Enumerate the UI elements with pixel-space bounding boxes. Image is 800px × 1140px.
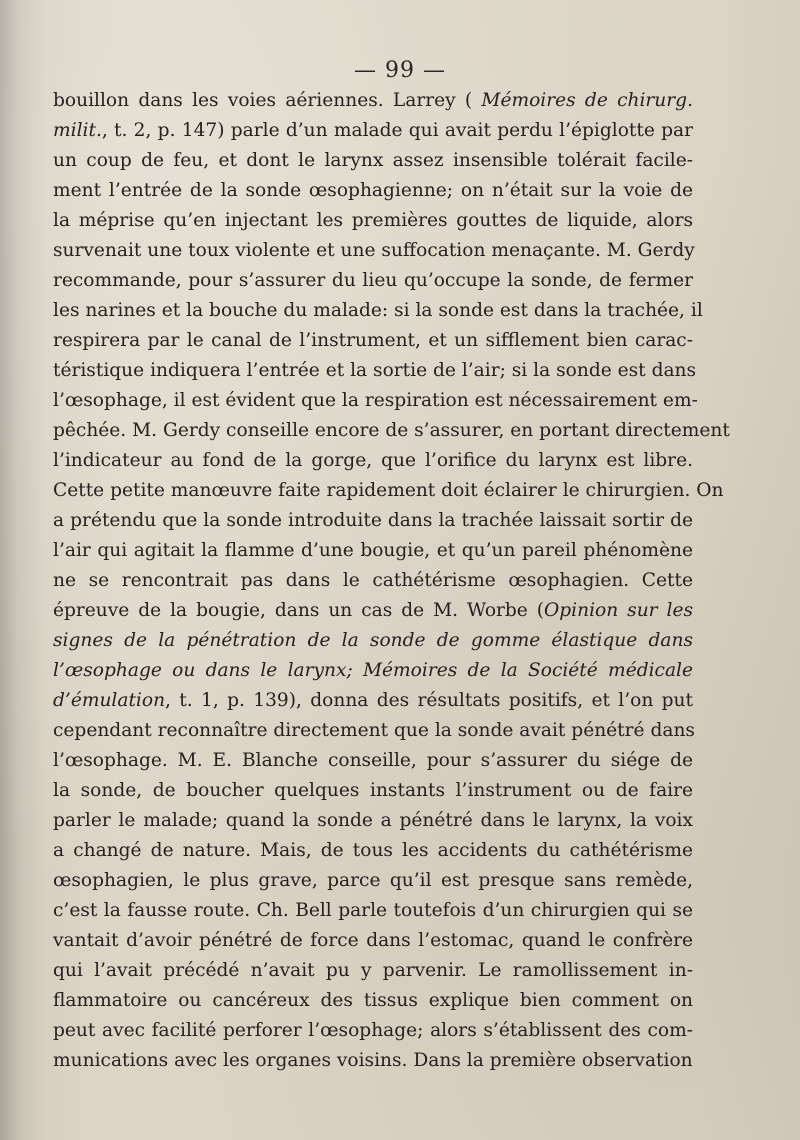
text-segment: munications avec les organes voisins. Dans la première observation (53, 1050, 693, 1071)
text-line (53, 236, 693, 266)
text-line (53, 536, 693, 566)
text-line (53, 686, 693, 716)
text-line (53, 1016, 693, 1046)
text-segment: c’est la fausse route. Ch. Bell parle toutefois d’un chirurgien qui se (53, 900, 693, 921)
italic-text: Mémoires de chirurg. (481, 90, 693, 111)
text-line (53, 176, 693, 206)
text-segment: qui l’avait précédé n’avait pu y parvenir. Le ramollissement in- (53, 960, 693, 981)
text-segment: recommande, pour s’assurer du lieu qu’occupe la sonde, de fermer (53, 270, 693, 291)
text-segment: la méprise qu’en injectant les premières gouttes de liquide, alors (53, 210, 693, 231)
text-segment: l’indicateur au fond de la gorge, que l’orifice du larynx est libre. (53, 450, 693, 471)
text-line (53, 146, 693, 176)
text-line (53, 806, 693, 836)
text-line (53, 266, 693, 296)
text-line (53, 386, 698, 416)
text-line (53, 626, 693, 656)
text-line (53, 746, 693, 776)
text-segment: épreuve de la bougie, dans un cas de M. Worbe ( (53, 600, 545, 621)
text-segment: les narines et la bouche du malade: si la sonde est dans la trachée, il (53, 300, 703, 321)
text-line (53, 86, 693, 116)
text-segment: vantait d’avoir pénétré de force dans l’estomac, quand le confrère (53, 930, 693, 951)
page-number: — 99 — (354, 58, 446, 83)
text-segment: a prétendu que la sonde introduite dans la trachée laissait sortir de (53, 510, 693, 531)
text-line (53, 776, 693, 806)
italic-text: Opinion sur les (544, 600, 693, 621)
text-line (53, 326, 693, 356)
body-text (53, 86, 730, 1076)
text-segment: a changé de nature. Mais, de tous les accidents du cathétérisme (53, 840, 693, 861)
text-line (53, 446, 693, 476)
text-segment: , t. 1, p. 139), donna des résultats positifs, et l’on put (165, 690, 693, 711)
text-line (53, 716, 693, 746)
italic-text: d’émulation (53, 690, 166, 711)
text-segment: un coup de feu, et dont le larynx assez insensible tolérait facile- (53, 150, 693, 171)
text-line (53, 926, 693, 956)
italic-text: milit. (53, 120, 102, 141)
italic-text: l’œsophage ou dans le larynx; Mémoires de la Société médicale (53, 660, 693, 681)
text-segment: pêchée. M. Gerdy conseille encore de s’assurer, en portant directement (53, 420, 730, 441)
text-line (53, 206, 693, 236)
text-line (53, 1046, 693, 1076)
text-segment: l’œsophage. M. E. Blanche conseille, pour s’assurer du siége de (53, 750, 693, 771)
text-segment: Cette petite manœuvre faite rapidement doit éclairer le chirurgien. On (53, 480, 724, 501)
text-line (53, 596, 693, 626)
text-line (53, 986, 693, 1016)
text-line (53, 476, 724, 506)
text-segment: téristique indiquera l’entrée et la sortie de l’air; si la sonde est dans (53, 360, 697, 381)
text-line (53, 296, 703, 326)
text-segment: survenait une toux violente et une suffocation menaçante. M. Gerdy (53, 240, 695, 261)
text-segment: œsophagien, le plus grave, parce qu’il est presque sans remède, (53, 870, 693, 891)
text-line (53, 896, 693, 926)
italic-text: signes de la pénétration de la sonde de gomme élastique dans (53, 630, 693, 651)
text-line (53, 356, 697, 386)
text-line (53, 116, 693, 146)
text-line (53, 836, 693, 866)
text-segment: , t. 2, p. 147) parle d’un malade qui avait perdu l’épiglotte par (101, 120, 693, 141)
text-line (53, 506, 693, 536)
text-segment: cependant reconnaître directement que la sonde avait pénétré dans (53, 720, 695, 741)
text-line (53, 866, 693, 896)
text-segment: respirera par le canal de l’instrument, et un sifflement bien carac- (53, 330, 693, 351)
text-segment: la sonde, de boucher quelques instants l’instrument ou de faire (53, 780, 693, 801)
text-line (53, 956, 693, 986)
text-segment: parler le malade; quand la sonde a pénétré dans le larynx, la voix (53, 810, 693, 831)
text-segment: peut avec facilité perforer l’œsophage; alors s’établissent des com- (53, 1020, 693, 1041)
text-segment: bouillon dans les voies aériennes. Larrey ( (53, 90, 482, 111)
text-segment: ment l’entrée de la sonde œsophagienne; on n’était sur la voie de (53, 180, 693, 201)
text-segment: l’œsophage, il est évident que la respiration est nécessairement em- (53, 390, 698, 411)
text-segment: flammatoire ou cancéreux des tissus explique bien comment on (53, 990, 693, 1011)
text-segment: ne se rencontrait pas dans le cathétérisme œsophagien. Cette (53, 570, 693, 591)
text-segment: l’air qui agitait la flamme d’une bougie, et qu’un pareil phénomène (53, 540, 693, 561)
text-line (53, 416, 730, 446)
text-line (53, 566, 693, 596)
text-line (53, 656, 693, 686)
